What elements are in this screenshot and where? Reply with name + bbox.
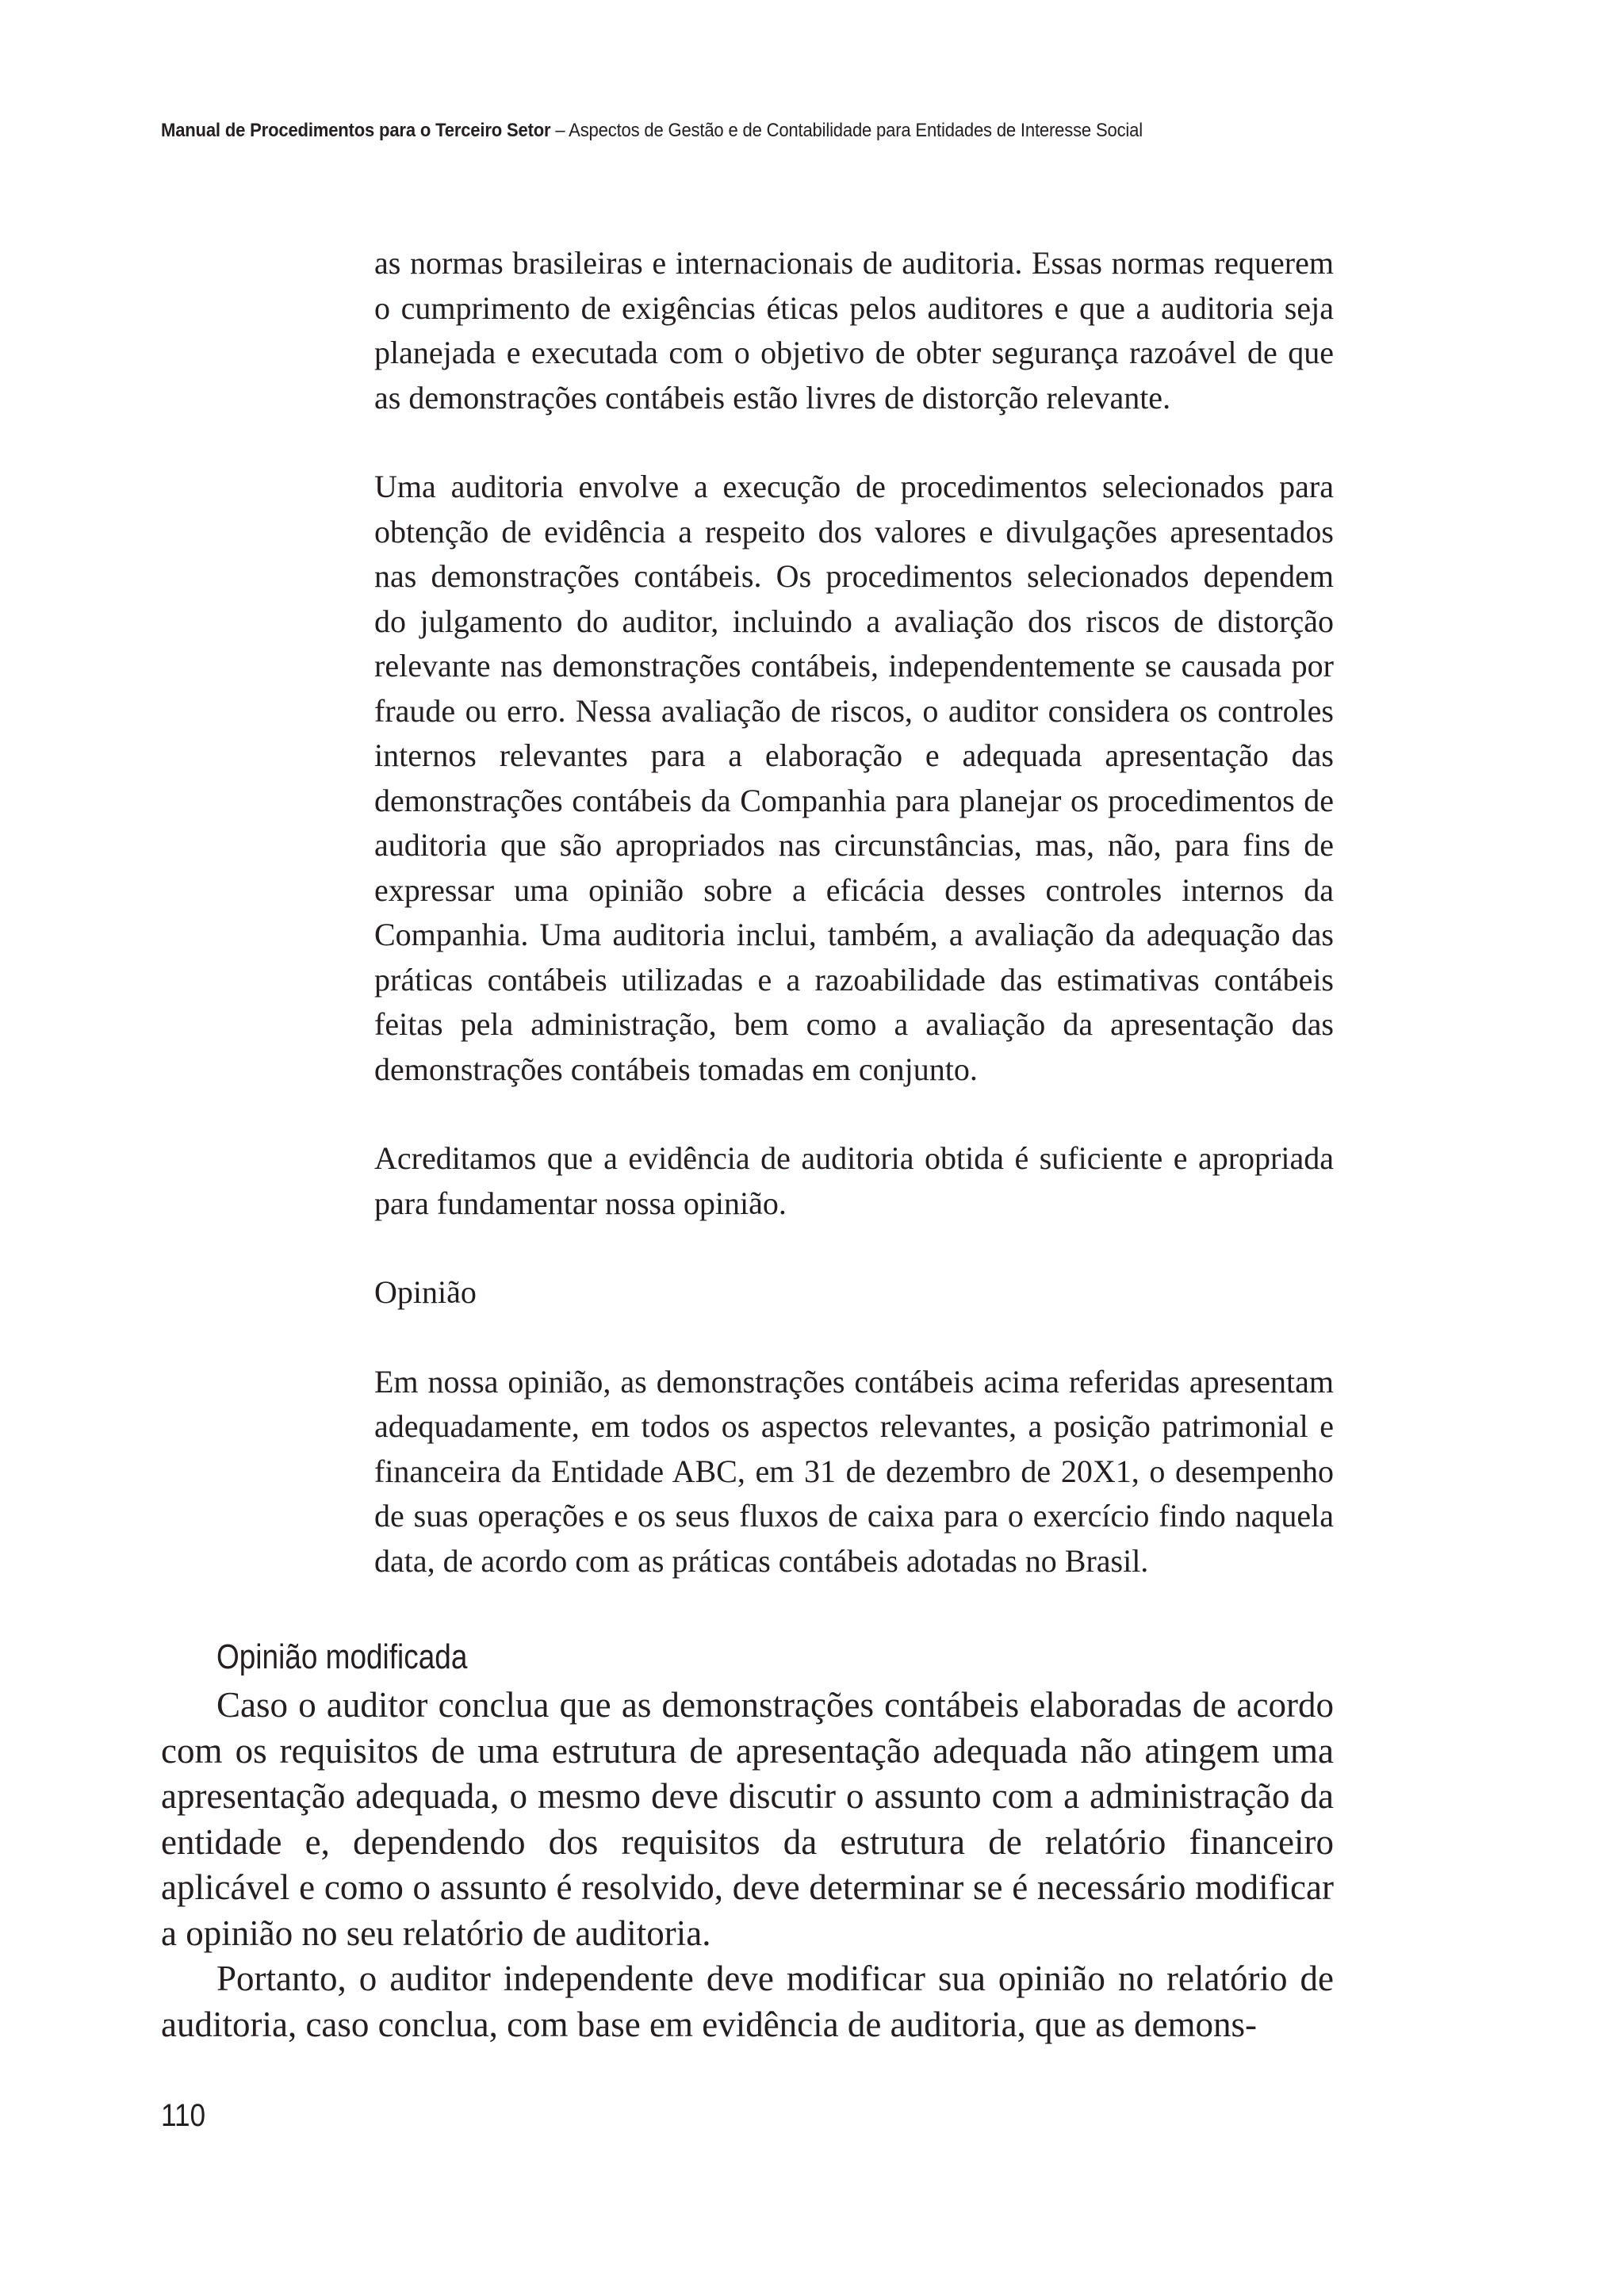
excerpt-paragraph: Acreditamos que a evidência de auditoria obtida é suficiente e apropriada para fundamentar nossa opinião. (374, 1140, 1334, 1221)
body-paragraph: Portanto, o auditor independente deve modificar sua opinião no relatório de auditoria, caso conclua, com base em evidência de auditoria, que as demons- (161, 1959, 1334, 2044)
section-body (161, 1683, 1334, 2047)
running-header (161, 117, 1374, 144)
excerpt-paragraph: Uma auditoria envolve a execução de procedimentos selecionados para obtenção de evidência a respeito dos valores e divulgações apresentados nas demonstrações contábeis. Os procedimentos selecionados dependem do julgamento do auditor, incluindo a avaliação dos riscos de distorção relevante nas demonstrações contábeis, independentemente se causada por fraude ou erro. Nessa avaliação de riscos, o auditor considera os controles internos relevantes para a elaboração e adequada apresentação das demonstrações contábeis da Companhia para planejar os procedimentos de auditoria que são apropriados nas circunstâncias, mas, não, para fins de expressar uma opinião sobre a eficácia desses controles internos da Companhia. Uma auditoria inclui, também, a avaliação da adequação das práticas contábeis utilizadas e a razoabilidade das estimativas contábeis feitas pela administração, bem como a avaliação da apresentação das demonstrações contábeis tomadas em conjunto. (374, 469, 1334, 1087)
section-heading: Opinião modificada (216, 1637, 468, 1676)
excerpt-paragraph: Em nossa opinião, as demonstrações contábeis acima referidas apresentam adequadamente, em todos os aspectos relevantes, a posição patrimonial e financeira da Entidade ABC, em 31 de dezembro de 20X1, o desempenho de suas operações e os seus fluxos de caixa para o exercício findo naquela data, de acordo com as práticas contábeis adotadas no Brasil. (374, 1363, 1334, 1579)
excerpt-paragraph: as normas brasileiras e internacionais de auditoria. Essas normas requerem o cumprimento de exigências éticas pelos auditores e que a auditoria seja planejada e executada com o objetivo de obter segurança razoável de que as demonstrações contábeis estão livres de distorção relevante. (374, 245, 1334, 416)
excerpt-heading: Opinião (374, 1274, 477, 1310)
running-header-title: Manual de Procedimentos para o Terceiro Setor (161, 120, 551, 141)
auditor-report-excerpt (374, 241, 1334, 1628)
running-header-subtitle: – Aspectos de Gestão e de Contabilidade para Entidades de Interesse Social (550, 120, 1143, 141)
body-paragraph: Caso o auditor conclua que as demonstrações contábeis elaboradas de acordo com os requisitos de uma estrutura de apresentação adequada não atingem uma apresentação adequada, o mesmo deve discutir o assunto com a administração da entidade e, dependendo dos requisitos da estrutura de relatório financeiro aplicável e como o assunto é resolvido, deve determinar se é necessário modificar a opinião no seu relatório de auditoria. (161, 1685, 1334, 1953)
page-number: 110 (161, 2098, 206, 2133)
